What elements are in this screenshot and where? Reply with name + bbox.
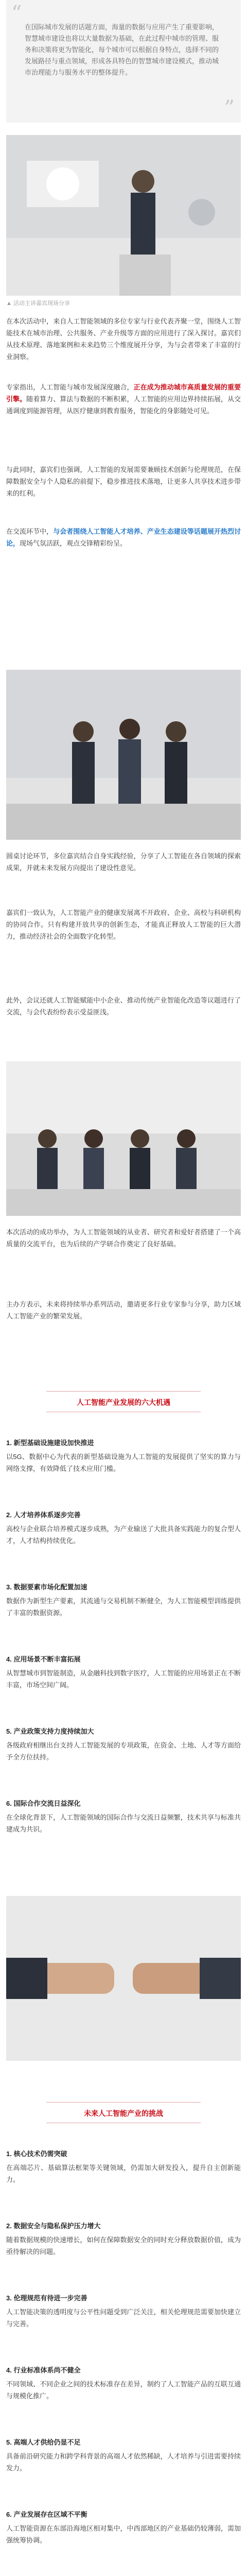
section-2-text-1: 在高端芯片、基础算法框架等关键领域，仍需加大研发投入，提升自主创新能力。 — [6, 2164, 241, 2183]
event-photo-speaker-image — [6, 135, 241, 296]
section-1-text-4: 从智慧城市到智能制造，从金融科技到数字医疗，人工智能的应用场景正在不断丰富，市场空间广阔。 — [6, 1669, 241, 1689]
event-photo-handshake-image — [6, 1896, 241, 2061]
paragraph-3: 与此同时，嘉宾们也强调，人工智能的发展需要兼顾技术创新与伦理规范，在保障数据安全与个人隐私的前提下，稳步推进技术落地，让更多人共享技术进步带来的红利。 — [6, 466, 241, 497]
paragraph-1: 在本次活动中，来自人工智能领域的多位专家与行业代表齐聚一堂，围绕人工智能技术在城市治理、公共服务、产业升级等方面的应用进行了深入探讨。嘉宾们从技术原理、落地案例和未来趋势三个维度展开分享，为与会者带来了丰富的行业洞察。 — [6, 317, 241, 361]
paragraph-7: 此外，会议还就人工智能赋能中小企业、推动传统产业智能化改造等议题进行了交流，与会代表纷纷表示受益匪浅。 — [6, 996, 241, 1016]
paragraph-9: 主办方表示，未来将持续举办系列活动，邀请更多行业专家参与分享，助力区域人工智能产业的繁荣发展。 — [6, 1300, 241, 1320]
paragraph-4-tail: 现场气氛活跃，观点交锋精彩纷呈。 — [20, 539, 127, 547]
event-photo-speaker — [6, 135, 241, 296]
section-1-point-1: 1. 新型基础设施建设加快推进 — [6, 1439, 94, 1447]
intro-quote-block — [6, 0, 241, 123]
event-photo-panel-image — [6, 670, 241, 840]
paragraph-2 — [6, 381, 241, 417]
event-photo-handshake — [6, 1896, 241, 2061]
section-2-point-2: 2. 数据安全与隐私保护压力增大 — [6, 2222, 101, 2230]
section-2-text-6: 人工智能资源在东部沿海地区相对集中，中西部地区的产业基础仍较薄弱，需加强统筹协调。 — [6, 2524, 241, 2544]
section-1-point-2: 2. 人才培养体系逐步完善 — [6, 1511, 81, 1519]
section-1-text-5: 各级政府相继出台支持人工智能发展的专项政策，在资金、土地、人才等方面给予全方位扶持。 — [6, 1741, 241, 1761]
paragraph-4-highlight: 与会者围绕人工智能人才培养、产业生态建设等话题展开热烈讨论， — [6, 528, 241, 547]
section-2-divider-top — [46, 2102, 201, 2103]
paragraph-2-highlight: 正在成为推动城市高质量发展的重要引擎。 — [6, 383, 241, 403]
section-2-text-5: 具备前沿研究能力和跨学科背景的高端人才依然稀缺，人才培养与引进需要持续发力。 — [6, 2452, 241, 2472]
paragraph-8: 本次活动的成功举办，为人工智能领域的从业者、研究者和爱好者搭建了一个高质量的交流平台，也为后续的产学研合作奠定了良好基础。 — [6, 1228, 241, 1248]
paragraph-2-tail: 随着算力、算法与数据的不断积累，人工智能的应用边界持续拓展，从交通调度到能源管理，从医疗健康到教育服务，智能化的身影随处可见。 — [6, 395, 241, 415]
open-quote-icon: “ — [11, 2, 22, 25]
paragraph-4-lead: 在交流环节中， — [6, 528, 54, 535]
section-2-text-2: 随着数据规模的快速增长，如何在保障数据安全的同时充分释放数据价值，成为亟待解决的问题。 — [6, 2236, 241, 2256]
paragraph-6: 嘉宾们一致认为，人工智能产业的健康发展离不开政府、企业、高校与科研机构的协同合作。只有构建开放共享的创新生态，才能真正释放人工智能的巨大潜力，推动经济社会的全面数字化转型。 — [6, 909, 241, 940]
paragraph-2-lead: 专家指出，人工智能与城市发展深度融合， — [6, 383, 134, 391]
section-2-point-6: 6. 产业发展存在区域不平衡 — [6, 2511, 87, 2518]
section-1-point-4: 4. 应用场景不断丰富拓展 — [6, 1655, 81, 1663]
section-1-text-3: 数据作为新型生产要素，其流通与交易机制不断健全，为人工智能模型训练提供了丰富的数据资源。 — [6, 1597, 241, 1617]
paragraph-5: 圆桌讨论环节，多位嘉宾结合自身实践经验，分享了人工智能在各自领域的探索成果，并就未来发展方向提出了建设性意见。 — [6, 852, 241, 872]
section-1-text-2: 高校与企业联合培养模式逐步成熟，为产业输送了大批具备实践能力的复合型人才，人才结构持续优化。 — [6, 1525, 241, 1545]
section-2-text-3: 人工智能决策的透明度与公平性问题受到广泛关注，相关伦理规范需要加快建立与完善。 — [6, 2308, 241, 2328]
photo-caption-1: ▲ 活动主讲嘉宾现场分享 — [6, 300, 70, 307]
event-photo-discussion-image — [6, 1061, 241, 1216]
section-1-point-3: 3. 数据要素市场化配置加速 — [6, 1583, 87, 1591]
section-1-title: 人工智能产业发展的六大机遇 — [77, 1398, 170, 1406]
section-2-point-1: 1. 核心技术仍需突破 — [6, 2150, 67, 2158]
close-quote-icon: ” — [224, 96, 235, 120]
event-photo-panel — [6, 670, 241, 840]
section-1-point-6: 6. 国际合作交流日益深化 — [6, 1800, 81, 1807]
section-2-title: 未来人工智能产业的挑战 — [84, 2109, 163, 2117]
section-2-point-4: 4. 行业标准体系尚不健全 — [6, 2366, 81, 2374]
section-2-point-5: 5. 高端人才供给仍显不足 — [6, 2438, 81, 2446]
intro-quote-text: 在国际城市发展的话题方面，海量的数据与应用产生了重要影响，智慧城市建设也将以大量数据为基础，在此过程中城市的管理、服务和决策将更为智能化，每个城市可以根据自身特点，选择不同的发展路径与重点领域，形成各具特色的智慧城市建设模式，推动城市治理能力与服务水平的整体提升。 — [25, 23, 219, 76]
section-1-text-6: 在全球化背景下，人工智能领域的国际合作与交流日益频繁，技术共享与标准共建成为共识。 — [6, 1814, 241, 1833]
section-2-text-4: 不同领域、不同企业之间的技术标准存在差异，制约了人工智能产品的互联互通与规模化推广。 — [6, 2380, 241, 2400]
section-1-divider-top — [46, 1391, 201, 1392]
section-2-point-3: 3. 伦理规范有待进一步完善 — [6, 2294, 87, 2302]
paragraph-4 — [6, 526, 241, 549]
event-photo-discussion — [6, 1061, 241, 1216]
section-1-text-1: 以5G、数据中心为代表的新型基础设施为人工智能的发展提供了坚实的算力与网络支撑，有效降低了技术应用门槛。 — [6, 1453, 241, 1472]
section-1-point-5: 5. 产业政策支持力度持续加大 — [6, 1727, 94, 1735]
